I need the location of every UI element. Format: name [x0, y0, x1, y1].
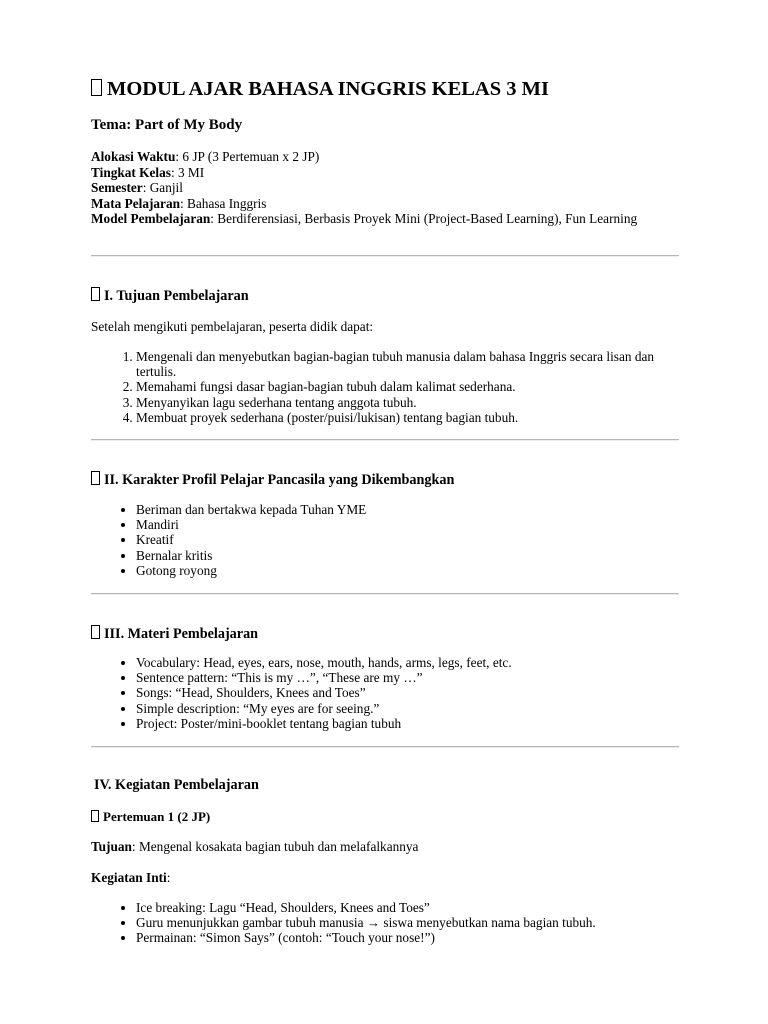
meeting-heading: Pertemuan 1 (2 JP) [91, 809, 210, 825]
list-item: 3. Menyanyikan lagu sederhana tentang anggota tubuh. [136, 395, 684, 410]
document-title [91, 78, 549, 101]
list-item: 1. Mengenali dan menyebutkan bagian-bagian tubuh manusia dalam bahasa Inggris secara lisan dan tertulis. [136, 349, 684, 379]
list-item: • Simple description: “My eyes are for seeing.” [136, 701, 684, 716]
list-item: • Bernalar kritis [136, 548, 684, 563]
missing-glyph-icon [91, 625, 100, 639]
objectives-list [91, 349, 684, 425]
missing-glyph-icon [91, 79, 102, 96]
list-item: • Songs: “Head, Shoulders, Knees and Toes” [136, 685, 684, 700]
material-list [91, 655, 684, 731]
info-row: Semester: Ganjil [91, 180, 183, 196]
section-heading-materi: III. Materi Pembelajaran [91, 624, 258, 643]
missing-glyph-icon [91, 471, 100, 485]
list-item: • Vocabulary: Head, eyes, ears, nose, mouth, hands, arms, legs, feet, etc. [136, 655, 684, 670]
divider [91, 439, 679, 441]
section-heading-tujuan: I. Tujuan Pembelajaran [91, 286, 249, 305]
info-row: Model Pembelajaran: Berdiferensiasi, Berbasis Proyek Mini (Project-Based Learning), Fun Learning [91, 211, 638, 227]
section-intro: Setelah mengikuti pembelajaran, peserta didik dapat: [91, 319, 374, 334]
list-item: • Project: Poster/mini-booklet tentang bagian tubuh [136, 716, 684, 731]
list-item: 2. Memahami fungsi dasar bagian-bagian tubuh dalam kalimat sederhana. [136, 379, 684, 394]
divider [91, 593, 679, 595]
list-item: • Permainan: “Simon Says” (contoh: “Touch your nose!”) [136, 930, 684, 945]
divider [91, 746, 679, 748]
info-row: Tingkat Kelas: 3 MI [91, 164, 205, 180]
info-row: Alokasi Waktu: 6 JP (3 Pertemuan x 2 JP) [91, 149, 320, 164]
character-list [91, 502, 684, 578]
core-activity-label: Kegiatan Inti: [91, 870, 171, 885]
theme-heading: Tema: Part of My Body [91, 117, 243, 133]
missing-glyph-icon [91, 287, 100, 301]
list-item: • Guru menunjukkan gambar tubuh manusia → siswa menyebutkan nama bagian tubuh. [136, 915, 684, 930]
list-item: • Gotong royong [136, 563, 684, 578]
list-item: • Kreatif [136, 532, 684, 547]
section-heading-kegiatan: IV. Kegiatan Pembelajaran [94, 777, 259, 793]
info-row: Mata Pelajaran: Bahasa Inggris [91, 195, 267, 211]
list-item: • Mandiri [136, 517, 684, 532]
list-item: • Sentence pattern: “This is my …”, “These are my …” [136, 670, 684, 685]
divider [91, 255, 679, 257]
document-title-text: MODUL AJAR BAHASA INGGRIS KELAS 3 MI [107, 78, 549, 100]
list-item: • Beriman dan bertakwa kepada Tuhan YME [136, 502, 684, 517]
meeting-goal: Tujuan: Mengenal kosakata bagian tubuh dan melafalkannya [91, 839, 419, 854]
list-item: • Ice breaking: Lagu “Head, Shoulders, Knees and Toes” [136, 900, 684, 915]
missing-glyph-icon [91, 810, 99, 822]
activity-list [91, 900, 684, 946]
section-heading-karakter: II. Karakter Profil Pelajar Pancasila yang Dikembangkan [91, 470, 454, 489]
list-item: 4. Membuat proyek sederhana (poster/puisi/lukisan) tentang bagian tubuh. [136, 410, 684, 425]
course-info [91, 149, 679, 227]
